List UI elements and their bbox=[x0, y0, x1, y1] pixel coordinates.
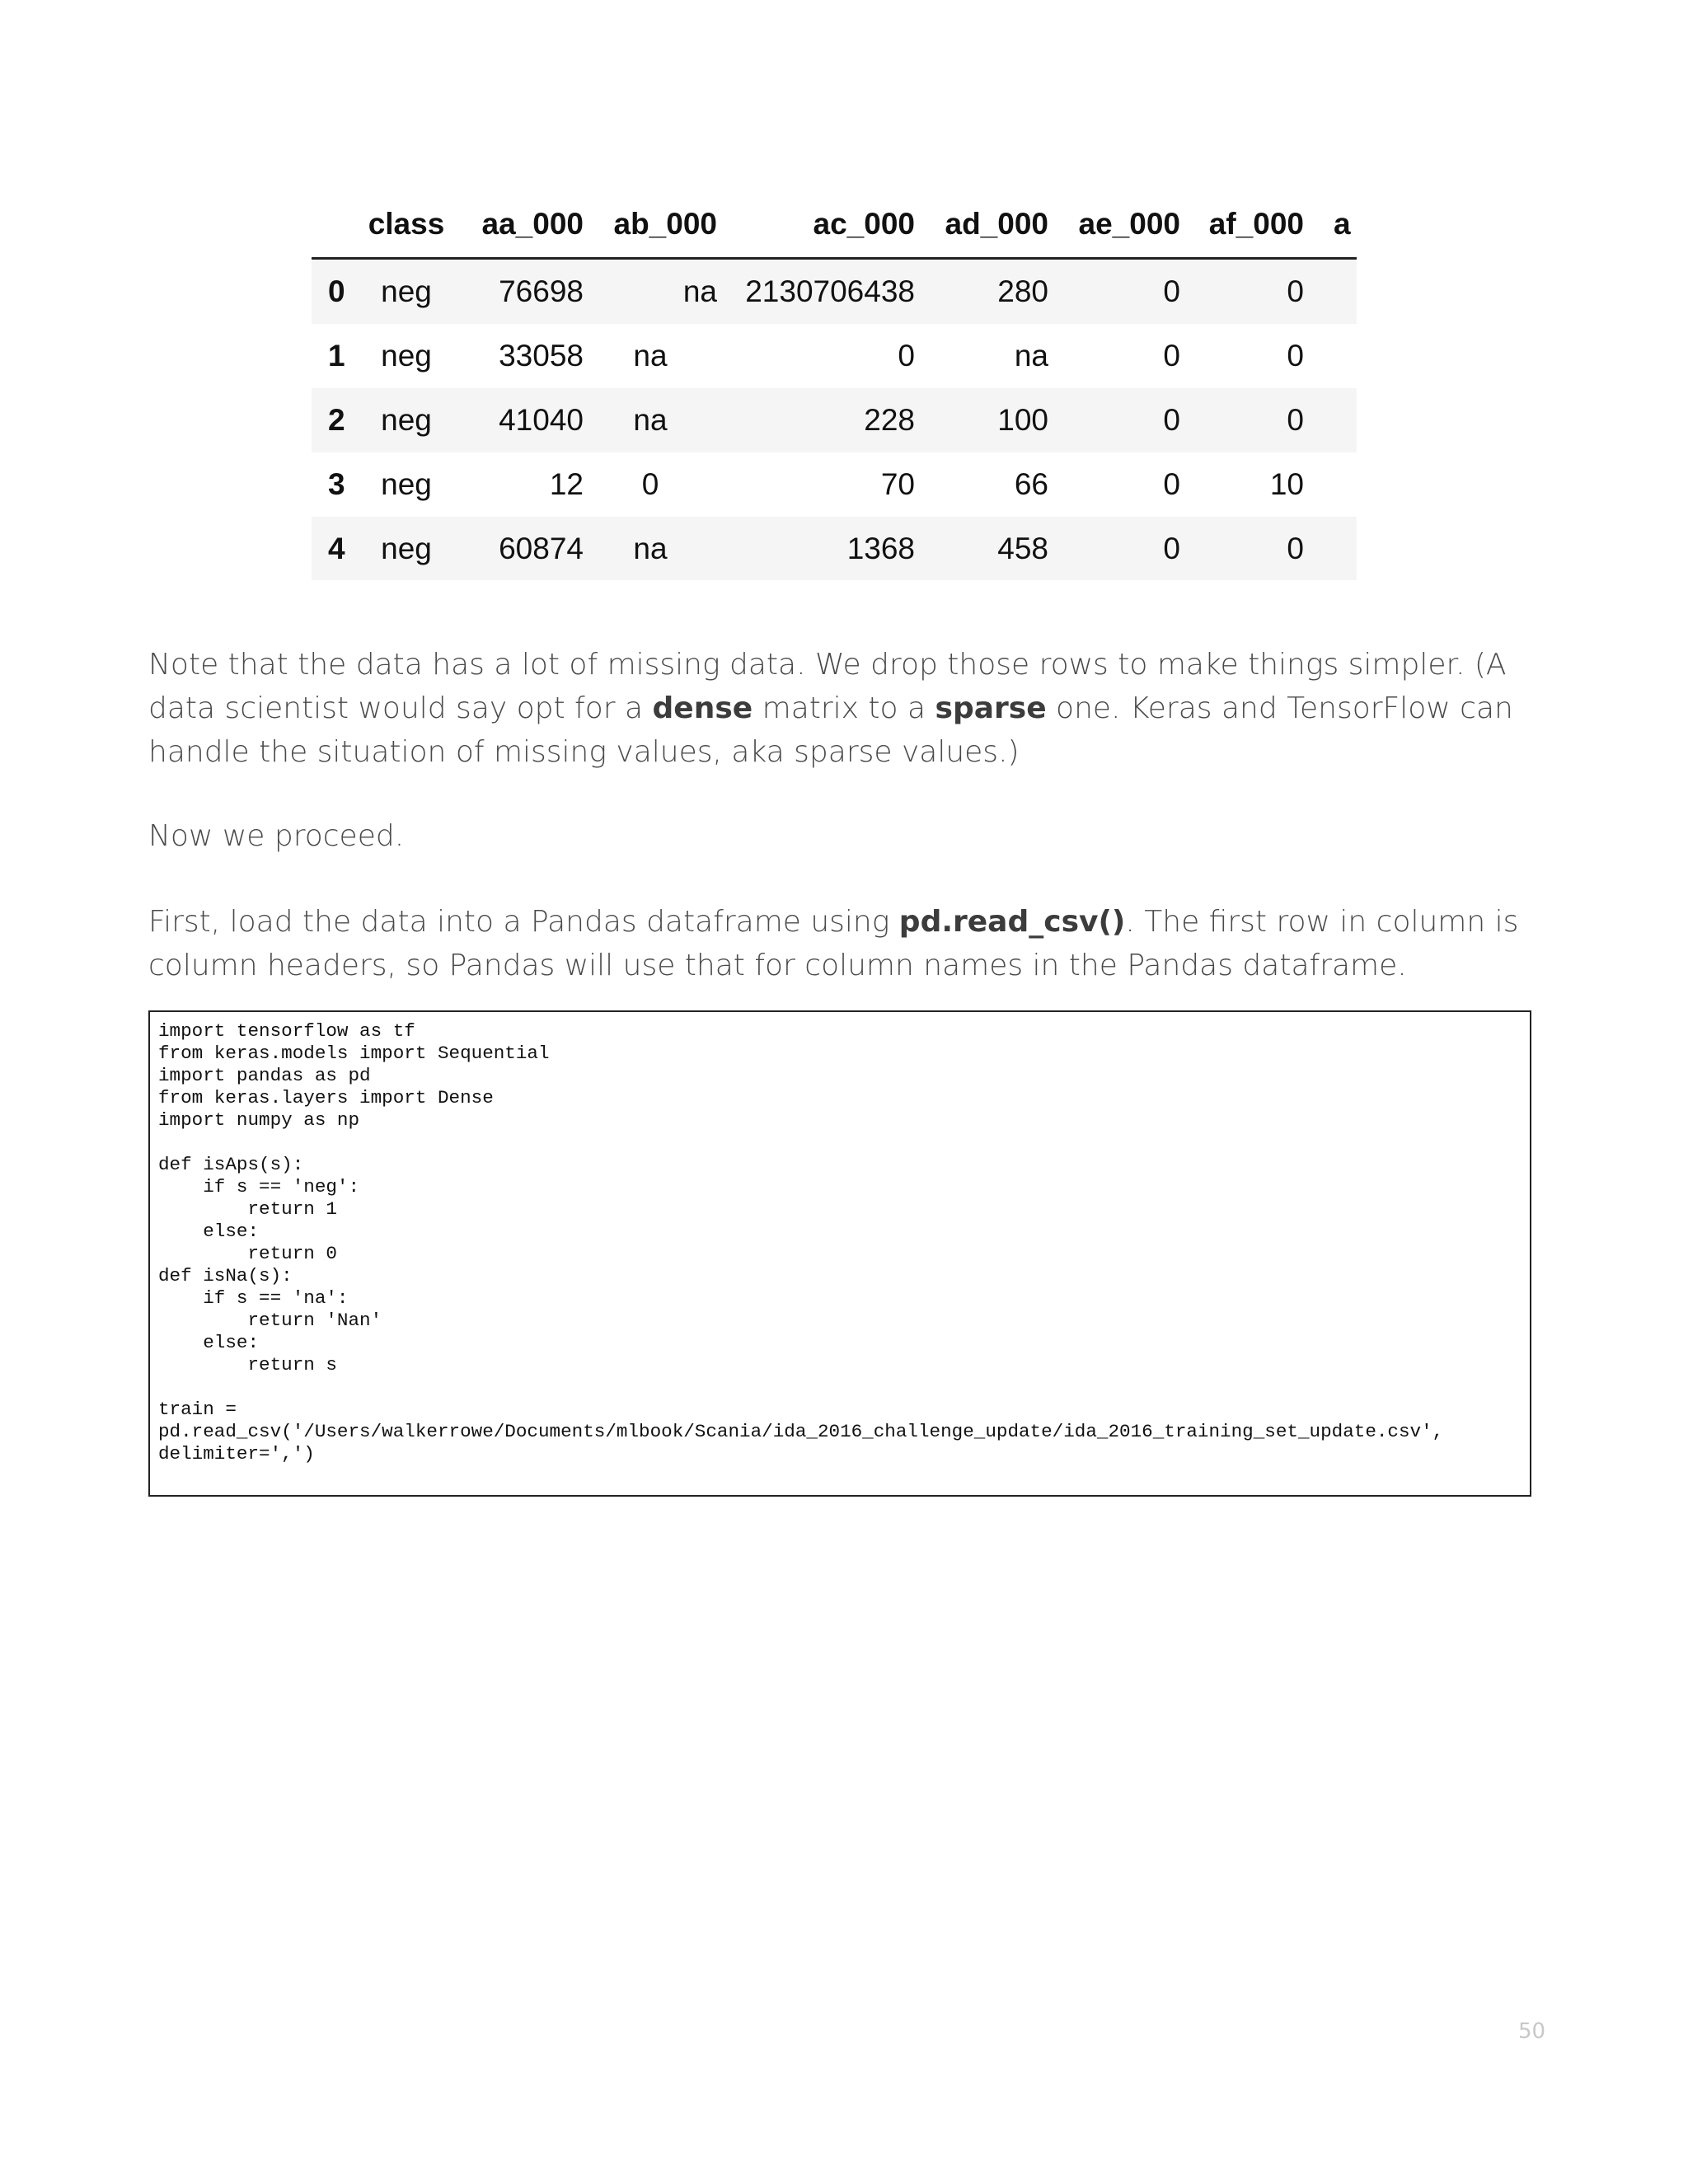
row-index: 0 bbox=[312, 259, 361, 325]
table-cell: 66 bbox=[1014, 467, 1048, 501]
column-header: ad_000 bbox=[915, 191, 1048, 259]
column-header: class bbox=[361, 191, 452, 259]
table-cell: 0 bbox=[641, 467, 659, 501]
table-cell: 60874 bbox=[452, 517, 584, 580]
table-cell: 0 bbox=[1163, 339, 1180, 373]
dataframe-header-row bbox=[312, 191, 1357, 259]
table-cell: na bbox=[633, 339, 668, 373]
table-cell-cut bbox=[1304, 259, 1357, 325]
paragraph-text: First, load the data into a Pandas dataframe using bbox=[148, 905, 899, 939]
table-cell: 0 bbox=[1163, 467, 1180, 501]
column-header: ae_000 bbox=[1048, 191, 1180, 259]
column-header: ab_000 bbox=[584, 191, 717, 259]
table-cell: na bbox=[584, 517, 717, 580]
column-header-cut: a bbox=[1304, 191, 1357, 259]
paragraph-load-data bbox=[148, 900, 1533, 987]
dataframe-table bbox=[312, 191, 1357, 580]
table-cell: 0 bbox=[1180, 259, 1304, 325]
table-row bbox=[312, 517, 1357, 580]
table-row bbox=[312, 388, 1357, 452]
table-cell: neg bbox=[361, 388, 452, 452]
table-cell: na bbox=[584, 259, 717, 325]
table-cell: 458 bbox=[915, 517, 1048, 580]
table-cell: 70 bbox=[880, 467, 915, 501]
row-index: 3 bbox=[328, 467, 345, 501]
table-cell: 228 bbox=[717, 388, 915, 452]
table-cell: 0 bbox=[1180, 388, 1304, 452]
table-cell: 0 bbox=[1048, 388, 1180, 452]
paragraph-text: . The first row in column is column headers, so Pandas will use that for column names in the Pandas dataframe. bbox=[148, 905, 1519, 982]
table-cell: 76698 bbox=[452, 259, 584, 325]
paragraph-proceed: Now we proceed. bbox=[148, 819, 405, 853]
table-cell: 41040 bbox=[452, 388, 584, 452]
table-cell: 0 bbox=[1180, 517, 1304, 580]
column-header: af_000 bbox=[1180, 191, 1304, 259]
paragraph-text: one. Keras and TensorFlow can handle the situation of missing values, aka sparse values.) bbox=[148, 691, 1513, 769]
table-cell: neg bbox=[381, 467, 432, 501]
table-cell-cut bbox=[1304, 324, 1357, 388]
page-number: 50 bbox=[1518, 2019, 1546, 2044]
table-row bbox=[312, 452, 1357, 517]
bold-term-sparse: sparse bbox=[935, 691, 1047, 725]
dataframe-grid bbox=[312, 191, 1357, 580]
table-cell: 12 bbox=[549, 467, 584, 501]
table-cell-cut bbox=[1304, 388, 1357, 452]
row-index: 1 bbox=[328, 339, 345, 373]
table-cell: 280 bbox=[915, 259, 1048, 325]
table-cell: 10 bbox=[1269, 467, 1304, 501]
paragraph-text: Note that the data has a lot of missing data. We drop those rows to make things simpler. (A data scientist would say opt for a bbox=[148, 648, 1507, 725]
row-index: 4 bbox=[312, 517, 361, 580]
table-cell: na bbox=[584, 388, 717, 452]
inline-code-read-csv: pd.read_csv() bbox=[898, 905, 1126, 939]
code-listing: import tensorflow as tf from keras.models import Sequential import pandas as pd from keras.layers import Dense import numpy as np def isAps(s): if s == 'neg': return 1 else: return 0 def isNa(s): if s == 'na': return 'Nan' else: return s train = pd.read_csv('/Users/walkerrowe/Documents/mlbook/Scania/ida_2016_challenge_update/ida_2016_training_set_update.csv', delimiter=',') bbox=[158, 1020, 1444, 1465]
table-cell: na bbox=[1014, 339, 1048, 373]
table-cell: 1368 bbox=[717, 517, 915, 580]
table-cell: neg bbox=[381, 339, 432, 373]
table-cell: 2130706438 bbox=[717, 259, 915, 325]
table-row bbox=[312, 324, 1357, 388]
paragraph-missing-data bbox=[148, 643, 1533, 774]
table-cell: 0 bbox=[1048, 259, 1180, 325]
table-row bbox=[312, 259, 1357, 325]
table-cell: 0 bbox=[1287, 339, 1304, 373]
table-cell-cut bbox=[1304, 452, 1357, 517]
table-cell: 100 bbox=[915, 388, 1048, 452]
table-cell: 33058 bbox=[499, 339, 584, 373]
bold-term-dense: dense bbox=[652, 691, 753, 725]
column-header: ac_000 bbox=[717, 191, 915, 259]
table-cell: neg bbox=[361, 259, 452, 325]
row-index: 2 bbox=[312, 388, 361, 452]
table-cell: neg bbox=[361, 517, 452, 580]
code-block bbox=[148, 1010, 1531, 1497]
table-cell: 0 bbox=[898, 339, 915, 373]
index-header bbox=[312, 191, 361, 259]
table-cell-cut bbox=[1304, 517, 1357, 580]
paragraph-text: matrix to a bbox=[753, 691, 935, 725]
table-cell: 0 bbox=[1048, 517, 1180, 580]
column-header: aa_000 bbox=[452, 191, 584, 259]
